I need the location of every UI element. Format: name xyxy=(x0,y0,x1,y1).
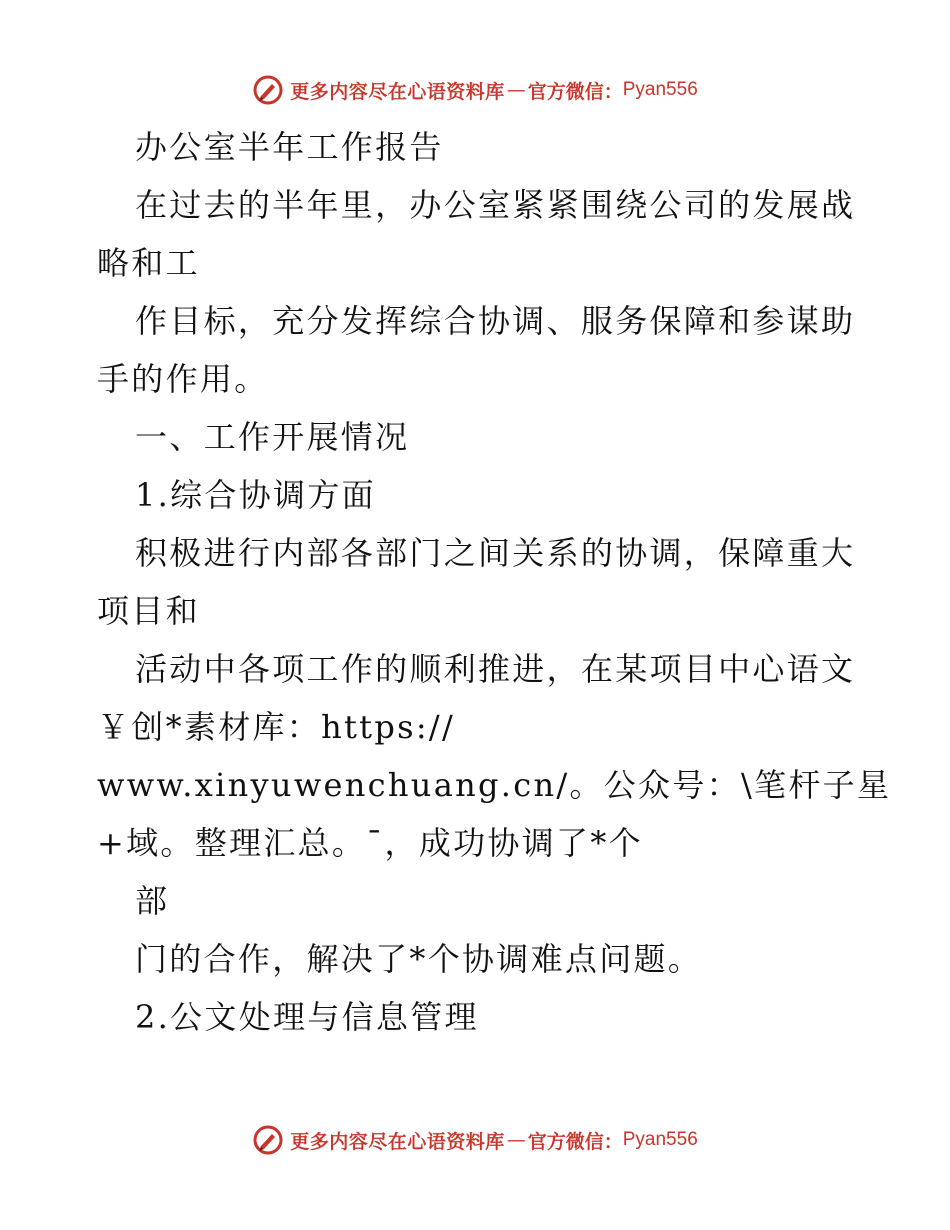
banner-main-text: 更多内容尽在心语资料库 xyxy=(290,80,505,103)
footer-banner xyxy=(0,1120,950,1160)
text-line: 1.综合协调方面 xyxy=(135,476,376,514)
banner-dash: — xyxy=(506,79,526,101)
text-line: +域。整理汇总。¯，成功协调了*个 xyxy=(97,824,643,862)
text-line: 积极进行内部各部门之间关系的协调，保障重大 xyxy=(135,534,856,572)
document-body xyxy=(97,118,892,1046)
banner-dash: — xyxy=(506,1129,526,1151)
pen-logo-icon xyxy=(252,74,284,106)
text-line: 门的合作，解决了*个协调难点问题。 xyxy=(135,940,703,978)
text-line: 活动中各项工作的顺利推进，在某项目中心语文 xyxy=(135,650,856,688)
text-line: 手的作用。 xyxy=(97,360,269,398)
text-line: 项目和 xyxy=(97,592,200,630)
text-line: 部 xyxy=(135,882,170,920)
text-line: 作目标，充分发挥综合协调、服务保障和参谋助 xyxy=(135,302,856,340)
text-line: 一、工作开展情况 xyxy=(135,418,410,456)
text-line: ￥创*素材库：https:// xyxy=(97,708,456,746)
banner-wechat-id: Pyan556 xyxy=(622,79,698,100)
text-line: 2.公文处理与信息管理 xyxy=(135,998,479,1036)
banner-sub-text: 官方微信： xyxy=(527,1130,623,1153)
banner-wechat-id: Pyan556 xyxy=(622,1129,698,1150)
banner-main-text: 更多内容尽在心语资料库 xyxy=(290,1130,505,1153)
header-banner xyxy=(0,70,950,110)
banner-sub-text: 官方微信： xyxy=(527,80,623,103)
text-line: 在过去的半年里，办公室紧紧围绕公司的发展战 xyxy=(135,186,856,224)
text-line: www.xinyuwenchuang.cn/。公众号：\笔杆子星 xyxy=(97,766,892,804)
text-line: 略和工 xyxy=(97,244,200,282)
pen-logo-icon xyxy=(252,1124,284,1156)
document-title: 办公室半年工作报告 xyxy=(135,128,444,166)
